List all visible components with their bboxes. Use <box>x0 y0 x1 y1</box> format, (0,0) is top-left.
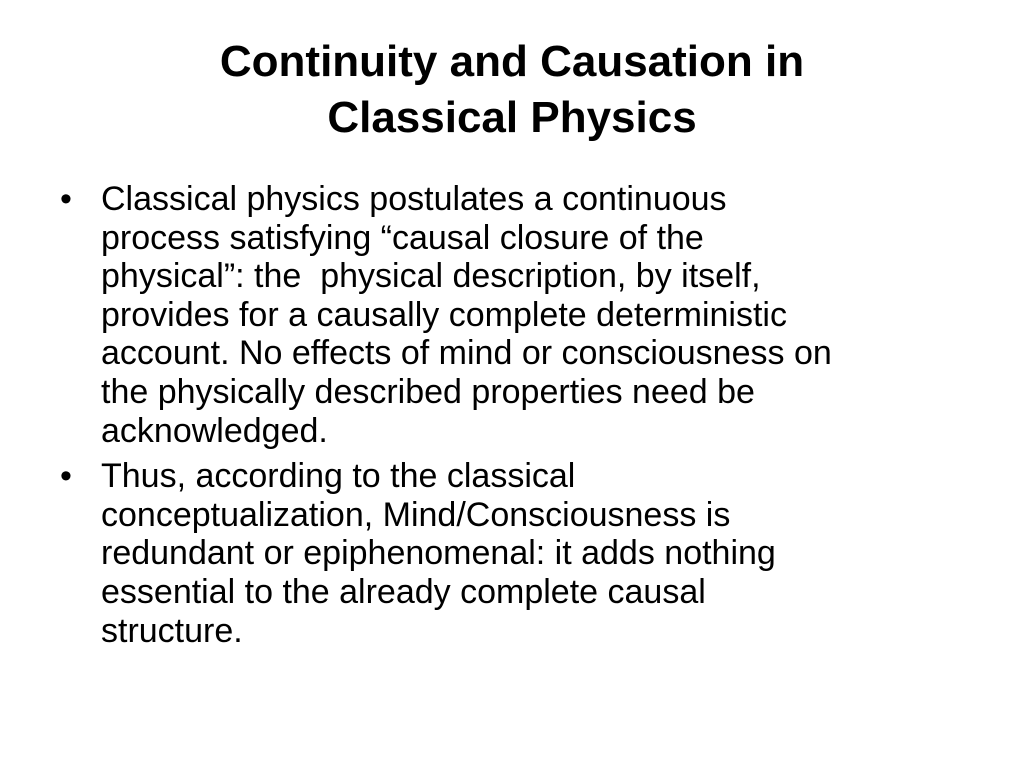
slide-title-line-2: Classical Physics <box>327 93 697 142</box>
bullet-2-line-2: conceptualization, Mind/Consciousness is <box>101 495 731 534</box>
bullet-1-line-5: account. No effects of mind or consciousness on <box>101 334 832 373</box>
bullet-2-line-5: structure. <box>101 611 243 650</box>
bullet-2-line-4: essential to the already complete causal <box>101 572 706 611</box>
bullet-list <box>60 180 980 657</box>
bullet-1-line-3: physical”: the physical description, by itself, <box>101 257 761 296</box>
bullet-2-line-3: redundant or epiphenomenal: it adds nothing <box>101 534 776 573</box>
bullet-1-line-2: process satisfying “causal closure of the <box>101 218 704 257</box>
bullet-item-2 <box>60 457 980 650</box>
bullet-item-1 <box>60 180 980 450</box>
bullet-1-line-1: Classical physics postulates a continuous <box>101 180 727 218</box>
bullet-marker: • <box>60 180 72 218</box>
bullet-marker: • <box>60 457 72 496</box>
slide-title-line-1: Continuity and Causation in <box>219 37 805 86</box>
bullet-2-line-1: Thus, according to the classical <box>101 457 576 496</box>
bullet-1-line-7: acknowledged. <box>101 411 328 450</box>
slide-title <box>60 34 964 146</box>
bullet-1-line-6: the physically described properties need be <box>101 372 755 411</box>
bullet-1-line-4: provides for a causally complete deterministic <box>101 295 787 334</box>
